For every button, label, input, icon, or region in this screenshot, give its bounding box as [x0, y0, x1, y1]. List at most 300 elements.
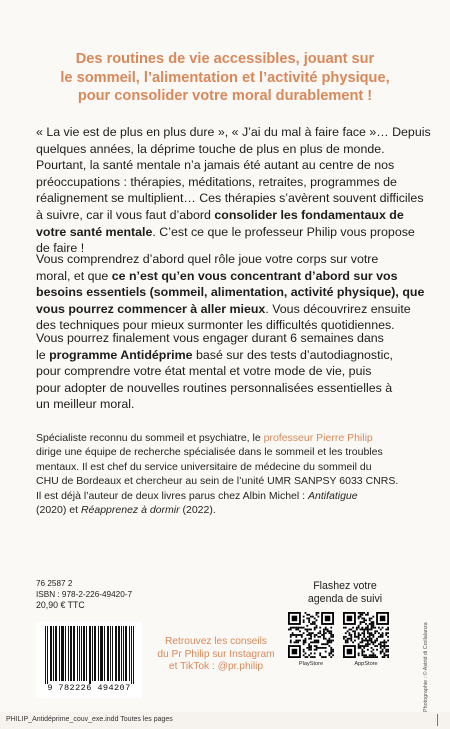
qr-module	[372, 641, 374, 643]
qr-module	[305, 652, 307, 654]
qr-module	[380, 643, 382, 645]
text-line: préoccupations : thérapies, méditations, retraites, programmes de	[36, 174, 397, 189]
intro-paragraph	[36, 124, 431, 257]
qr-module	[345, 627, 347, 629]
book-title: Réapprenez à dormir	[80, 504, 180, 517]
qr-module	[317, 612, 319, 614]
qr-module	[319, 630, 321, 632]
qr-module	[314, 645, 316, 647]
playstore-label: PlayStore	[298, 661, 324, 667]
qr-module	[295, 636, 297, 638]
qr-module	[383, 652, 385, 654]
qr-module	[365, 638, 367, 640]
qr-module	[303, 621, 305, 623]
qr-module	[323, 636, 325, 638]
qr-module	[358, 616, 360, 618]
crop-mark	[437, 714, 438, 726]
playstore-qr[interactable]	[288, 612, 334, 658]
qr-module	[317, 636, 319, 638]
qr-module	[385, 634, 387, 636]
qr-module	[294, 641, 296, 643]
qr-module	[372, 656, 374, 658]
qr-module	[327, 630, 329, 632]
barcode-bar	[104, 626, 105, 681]
barcode-bar	[77, 626, 78, 681]
qr-module	[349, 632, 351, 634]
text-line: dirige une équipe de recherche spécialisée dans le sommeil et les troubles	[36, 446, 383, 459]
qr-module	[385, 651, 387, 653]
qr-module	[380, 629, 382, 631]
qr-module	[361, 651, 363, 653]
qr-module	[330, 636, 332, 638]
qr-module	[305, 612, 307, 614]
barcode-bar	[63, 626, 64, 681]
qr-module	[325, 638, 327, 640]
barcode-bar	[53, 626, 54, 681]
qr-module	[328, 640, 330, 642]
qr-module	[323, 632, 325, 634]
qr-module	[372, 643, 374, 645]
qr-module	[310, 629, 312, 631]
barcode-bar	[119, 626, 120, 681]
qr-module	[347, 649, 353, 655]
barcode-bar	[84, 626, 85, 681]
qr-module	[343, 638, 345, 640]
text-line	[36, 224, 419, 241]
qr-module	[383, 640, 385, 642]
barcode-bar	[131, 626, 132, 684]
qr-module	[310, 634, 312, 636]
qr-module	[310, 616, 312, 618]
qr-module	[380, 647, 382, 649]
qr-module	[303, 619, 305, 621]
qr-module	[363, 656, 365, 658]
qr-module	[294, 634, 296, 636]
qr-module	[361, 649, 363, 651]
text-line: réalignement se multiplient… Ces thérapies s’avèrent souvent difficiles	[36, 191, 424, 206]
qr-module	[325, 656, 327, 658]
barcode-bar	[59, 626, 60, 681]
qr-module	[387, 656, 389, 658]
text-run: . C’est ce que le professeur Philip vous propose	[152, 224, 415, 239]
barcode-bar	[133, 626, 134, 684]
qr-module	[361, 618, 363, 620]
qr-module	[299, 627, 301, 629]
text-line	[36, 489, 419, 503]
barcode-bar	[70, 626, 71, 681]
qr-module	[354, 636, 356, 638]
qr-module	[361, 654, 363, 656]
text-line: de faire !	[36, 241, 85, 256]
qr-module	[290, 627, 292, 629]
qr-module	[354, 632, 356, 634]
qr-module	[387, 649, 389, 651]
qr-code-icon	[288, 612, 334, 658]
qr-module	[372, 652, 374, 654]
qr-module	[290, 636, 292, 638]
qr-module	[332, 636, 334, 638]
qr-module	[361, 645, 363, 647]
emphasis: programme Antidéprime	[49, 347, 193, 362]
qr-module	[367, 643, 369, 645]
qr-module	[316, 612, 318, 614]
qr-module	[360, 641, 362, 643]
qr-module	[365, 619, 367, 621]
qr-module	[327, 643, 329, 645]
text-run: (2020) et	[36, 504, 81, 517]
qr-module	[319, 636, 321, 638]
qr-module	[316, 634, 318, 636]
qr-module	[316, 647, 318, 649]
barcode-bar	[94, 626, 95, 681]
qr-module	[312, 616, 314, 618]
qr-module	[361, 652, 363, 654]
qr-module	[314, 649, 316, 651]
qr-module	[310, 649, 312, 651]
qr-module	[290, 641, 292, 643]
qr-module	[367, 649, 369, 651]
qr-module	[292, 632, 294, 634]
qr-module	[356, 636, 358, 638]
text-line: Vous pourrez finalement vous engager durant 6 semaines dans	[36, 331, 384, 345]
body-paragraph	[36, 251, 425, 334]
qr-module	[306, 656, 308, 658]
qr-module	[323, 629, 325, 631]
qr-module	[361, 627, 363, 629]
qr-module	[376, 649, 378, 651]
author-bio	[36, 431, 419, 517]
qr-module	[371, 634, 373, 636]
qr-module	[310, 623, 312, 625]
qr-module	[371, 647, 373, 649]
qr-module	[360, 647, 362, 649]
qr-module	[312, 656, 314, 658]
qr-module	[383, 641, 385, 643]
qr-module	[316, 640, 318, 642]
qr-module	[323, 630, 325, 632]
barcode	[36, 622, 142, 698]
qr-module	[299, 640, 301, 642]
qr-module	[330, 641, 332, 643]
qr-module	[308, 619, 310, 621]
author-name: professeur Pierre Philip	[263, 432, 373, 444]
qr-module	[365, 656, 367, 658]
qr-module	[295, 640, 297, 642]
qr-module	[310, 638, 312, 640]
qr-module	[374, 630, 376, 632]
barcode-bar	[108, 626, 109, 681]
qr-module	[372, 649, 374, 651]
text-run: à suivre, car il vous faut d’abord	[36, 207, 215, 222]
qr-module	[308, 629, 310, 631]
qr-module	[363, 618, 365, 620]
qr-module	[372, 634, 374, 636]
qr-module	[374, 641, 376, 643]
qr-module	[371, 627, 373, 629]
barcode-bar	[121, 626, 122, 681]
qr-module	[316, 619, 318, 621]
qr-module	[361, 614, 363, 616]
qr-module	[385, 649, 387, 651]
qr-module	[358, 634, 360, 636]
qr-module	[306, 629, 308, 631]
text-line: Vous comprendrez d’abord quel rôle joue votre corps sur votre	[36, 252, 379, 266]
product-code: 76 2587 2	[36, 579, 73, 588]
appstore-label: AppStore	[354, 661, 378, 667]
qr-module	[316, 627, 318, 629]
qr-module	[372, 621, 374, 623]
qr-module	[297, 627, 299, 629]
qr-module	[360, 614, 362, 616]
qr-module	[314, 641, 316, 643]
qr-module	[310, 656, 312, 658]
barcode-bar	[107, 626, 108, 681]
qr-module	[371, 654, 373, 656]
qr-module	[308, 618, 310, 620]
qr-module	[358, 654, 360, 656]
barcode-bar	[51, 626, 52, 681]
qr-module	[363, 629, 365, 631]
qr-module	[367, 640, 369, 642]
qr-module	[321, 656, 323, 658]
qr-module	[288, 629, 290, 631]
qr-module	[372, 616, 374, 618]
qr-module	[332, 654, 334, 656]
qr-module	[382, 632, 384, 634]
qr-module	[374, 645, 376, 647]
qr-module	[356, 629, 358, 631]
qr-code-icon	[343, 612, 389, 658]
qr-module	[369, 640, 371, 642]
qr-module	[358, 645, 360, 647]
text-run: moral, et que	[36, 268, 112, 283]
qr-module	[328, 641, 330, 643]
qr-module	[363, 634, 365, 636]
qr-module	[369, 632, 371, 634]
qr-module	[319, 627, 321, 629]
emphasis: votre santé mentale	[36, 224, 153, 239]
qr-module	[361, 612, 363, 614]
qr-module	[308, 614, 310, 616]
qr-module	[327, 629, 329, 631]
qr-module	[361, 641, 363, 643]
qr-module	[371, 618, 373, 620]
qr-module	[360, 629, 362, 631]
qr-module	[325, 629, 327, 631]
barcode-bar	[81, 626, 82, 681]
qr-module	[376, 638, 378, 640]
text-line	[36, 347, 419, 364]
qr-module	[330, 627, 332, 629]
qr-module	[365, 645, 367, 647]
qr-module	[372, 625, 374, 627]
qr-module	[332, 651, 334, 653]
qr-module	[308, 649, 310, 651]
social-line: du Pr Philip sur Instagram	[157, 648, 275, 660]
qr-module	[365, 643, 367, 645]
qr-module	[378, 636, 380, 638]
qr-module	[365, 627, 367, 629]
qr-module	[367, 614, 369, 616]
barcode-bar	[65, 626, 66, 681]
qr-module	[316, 641, 318, 643]
barcode-bar	[61, 626, 62, 681]
barcode-bar	[112, 626, 113, 681]
qr-module	[372, 636, 374, 638]
qr-module	[372, 623, 374, 625]
qr-module	[310, 632, 312, 634]
qr-module	[367, 627, 369, 629]
price-block	[36, 579, 132, 611]
barcode-bar	[86, 626, 87, 681]
qr-module	[321, 647, 323, 649]
qr-module	[369, 643, 371, 645]
qr-module	[312, 632, 314, 634]
qr-module	[314, 652, 316, 654]
qr-module	[345, 636, 347, 638]
qr-heading	[280, 580, 410, 606]
qr-module	[349, 634, 351, 636]
qr-module	[301, 634, 303, 636]
qr-module	[361, 621, 363, 623]
barcode-bar	[45, 626, 46, 684]
qr-module	[382, 627, 384, 629]
text-line	[36, 268, 419, 285]
qr-module	[380, 616, 386, 622]
qr-module	[365, 629, 367, 631]
qr-module	[310, 647, 312, 649]
qr-module	[332, 649, 334, 651]
qr-module	[367, 629, 369, 631]
qr-module	[376, 640, 378, 642]
qr-module	[371, 638, 373, 640]
qr-module	[303, 643, 305, 645]
barcode-bar	[123, 626, 124, 681]
qr-module	[325, 616, 331, 622]
tagline-line: Des routines de vie accessibles, jouant sur	[75, 51, 375, 67]
qr-module	[308, 647, 310, 649]
qr-module	[374, 654, 376, 656]
qr-module	[358, 647, 360, 649]
qr-module	[308, 632, 310, 634]
barcode-bar	[115, 626, 116, 681]
qr-module	[294, 627, 296, 629]
qr-module	[310, 641, 312, 643]
qr-module	[349, 638, 351, 640]
barcode-bar	[73, 626, 74, 681]
qr-module	[328, 645, 330, 647]
qr-module	[376, 645, 378, 647]
qr-module	[314, 621, 316, 623]
qr-module	[314, 623, 316, 625]
qr-module	[382, 636, 384, 638]
qr-module	[325, 643, 327, 645]
qr-module	[354, 630, 356, 632]
qr-module	[367, 636, 369, 638]
qr-module	[363, 630, 365, 632]
qr-module	[369, 636, 371, 638]
qr-module	[385, 632, 387, 634]
qr-module	[387, 640, 389, 642]
qr-module	[299, 634, 301, 636]
qr-module	[345, 640, 347, 642]
qr-module	[301, 627, 303, 629]
text-run: le	[36, 347, 50, 362]
qr-module	[312, 621, 314, 623]
qr-module	[347, 616, 353, 622]
qr-module	[328, 632, 330, 634]
barcode-bar	[98, 626, 99, 681]
qr-module	[363, 619, 365, 621]
qr-module	[303, 651, 305, 653]
qr-module	[306, 625, 308, 627]
qr-module	[303, 632, 305, 634]
qr-module	[308, 654, 310, 656]
qr-module	[305, 656, 307, 658]
text-line: mentaux. Il est chef du service universitaire de médecine du sommeil du	[36, 460, 372, 473]
qr-module	[330, 640, 332, 642]
qr-module	[385, 641, 387, 643]
qr-module	[354, 634, 356, 636]
qr-module	[306, 630, 308, 632]
qr-module	[303, 649, 305, 651]
qr-module	[363, 612, 365, 614]
qr-module	[380, 645, 382, 647]
qr-module	[328, 654, 330, 656]
qr-module	[367, 645, 369, 647]
emphasis: consolider les fondamentaux de	[214, 207, 404, 222]
barcode-bar	[62, 626, 63, 681]
text-run: (2022).	[179, 504, 216, 517]
text-line: pour comprendre votre état mental et votre mode de vie, puis	[36, 364, 372, 379]
qr-module	[306, 614, 308, 616]
qr-module	[363, 651, 365, 653]
qr-module	[310, 636, 312, 638]
qr-module	[358, 618, 360, 620]
qr-module	[378, 627, 380, 629]
qr-module	[306, 647, 308, 649]
qr-module	[306, 618, 308, 620]
barcode-digits: 9 782226 494207	[47, 683, 131, 693]
price: 20,90 € TTC	[36, 600, 85, 610]
qr-module	[330, 630, 332, 632]
qr-module	[371, 632, 373, 634]
barcode-bar	[100, 626, 101, 681]
qr-module	[325, 647, 327, 649]
isbn: ISBN : 978-2-226-49420-7	[36, 589, 133, 599]
qr-module	[317, 641, 319, 643]
barcode-bar	[56, 626, 57, 681]
qr-module	[367, 641, 369, 643]
qr-module	[350, 634, 352, 636]
photo-credit: Photographie : © Astrid di Crollalanza	[423, 622, 429, 712]
qr-module	[323, 634, 325, 636]
qr-module	[383, 643, 385, 645]
text-run: . Vous découvrirez ensuite	[265, 301, 411, 316]
qr-module	[365, 614, 367, 616]
qr-module	[367, 630, 369, 632]
qr-module	[330, 634, 332, 636]
program-paragraph	[36, 330, 419, 413]
qr-module	[303, 627, 305, 629]
qr-module	[297, 641, 299, 643]
appstore-qr[interactable]	[343, 612, 389, 658]
qr-module	[367, 632, 369, 634]
qr-module	[380, 641, 382, 643]
barcode-bar	[50, 626, 51, 681]
qr-module	[380, 634, 382, 636]
qr-module	[308, 634, 310, 636]
